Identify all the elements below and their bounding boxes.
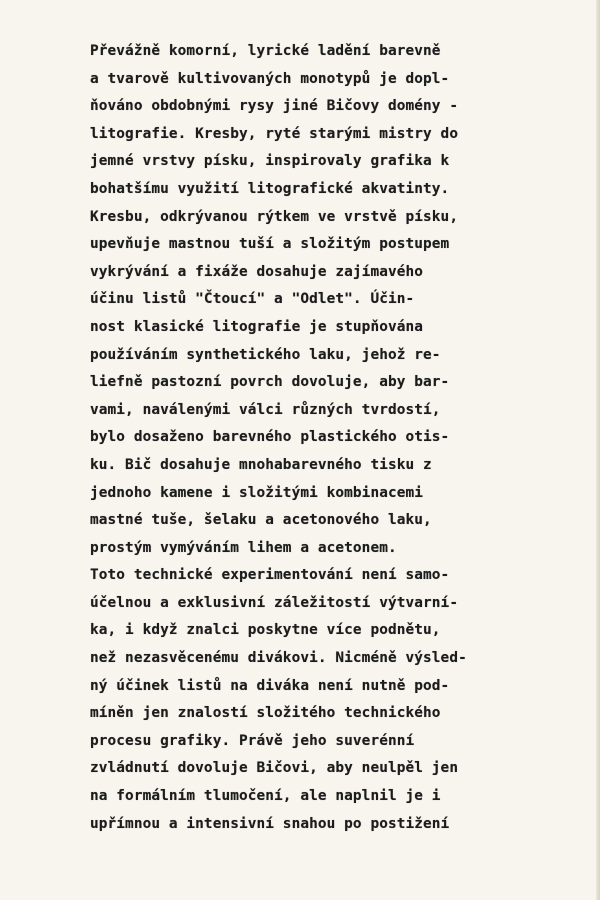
text-line: Toto technické experimentování není samo- bbox=[90, 567, 450, 584]
text-line: ku. Bič dosahuje mnohabarevného tisku z bbox=[90, 456, 432, 473]
text-line: ný účinek listů na diváka není nutně pod- bbox=[90, 677, 450, 694]
text-line: účinu listů "Čtoucí" a "Odlet". Účin- bbox=[90, 291, 415, 308]
text-line: nost klasické litografie je stupňována bbox=[90, 318, 424, 335]
text-line: míněn jen znalostí složitého technického bbox=[90, 705, 441, 722]
text-line: než nezasvěcenému divákovi. Nicméně výsled- bbox=[90, 650, 467, 667]
text-line: litografie. Kresby, ryté starými mistry do bbox=[90, 125, 459, 142]
text-line: Kresbu, odkrývanou rýtkem ve vrstvě písku, bbox=[90, 208, 459, 225]
text-line: liefně pastozní povrch dovoluje, aby bar- bbox=[90, 374, 450, 391]
text-line: ka, i když znalci poskytne více podnětu, bbox=[90, 622, 441, 639]
text-line: na formálním tlumočení, ale naplnil je i bbox=[90, 788, 441, 805]
text-line: zvládnutí dovoluje Bičovi, aby neulpěl jen bbox=[90, 760, 459, 777]
text-line: bohatšímu využití litografické akvatinty. bbox=[90, 180, 450, 197]
text-line: používáním synthetického laku, jehož re- bbox=[90, 346, 441, 363]
text-line: jednoho kamene i složitými kombinacemi bbox=[90, 484, 424, 501]
page-edge bbox=[596, 0, 600, 900]
text-line: prostým vymýváním lihem a acetonem. bbox=[90, 539, 397, 556]
text-line: a tvarově kultivovaných monotypů je dopl- bbox=[90, 70, 450, 87]
text-line: jemné vrstvy písku, inspirovaly grafika k bbox=[90, 153, 450, 170]
typed-paragraph bbox=[90, 38, 560, 838]
text-line: upevňuje mastnou tuší a složitým postupem bbox=[90, 236, 450, 253]
text-line: bylo dosaženo barevného plastického otis- bbox=[90, 429, 450, 446]
text-line: účelnou a exklusivní záležitostí výtvarní- bbox=[90, 594, 459, 611]
text-line: Převážně komorní, lyrické ladění barevně bbox=[90, 43, 441, 59]
text-line: mastné tuše, šelaku a acetonového laku, bbox=[90, 512, 432, 529]
text-line: vami, naválenými válci různých tvrdostí, bbox=[90, 401, 441, 418]
text-line: upřímnou a intensivní snahou po postižení bbox=[90, 815, 450, 832]
text-line: vykrývání a fixáže dosahuje zajímavého bbox=[90, 263, 424, 280]
text-line: procesu grafiky. Právě jeho suverénní bbox=[90, 732, 415, 749]
text-line: ňováno obdobnými rysy jiné Bičovy domény - bbox=[90, 98, 459, 115]
